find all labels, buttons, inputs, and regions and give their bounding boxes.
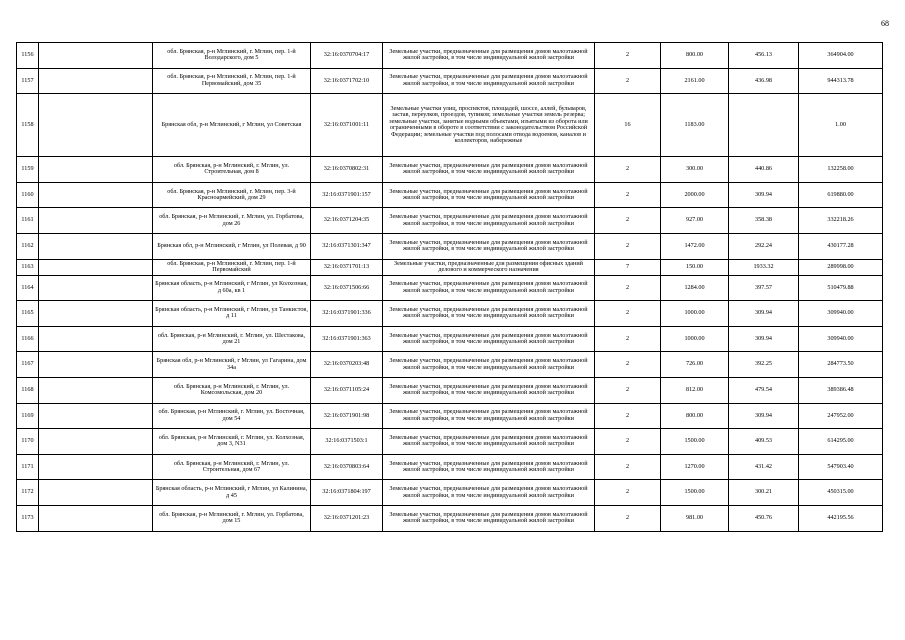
row-number-cell: 1173	[17, 505, 39, 531]
group-code-cell: 2	[595, 43, 661, 69]
area-cell: 150.00	[661, 259, 729, 275]
land-use-cell: Земельные участки, предназначенные для размещения домов малоэтажной жилой застройки, в том числе индивидуальной жилой застройки	[383, 505, 595, 531]
group-code-cell: 2	[595, 208, 661, 234]
table-row	[17, 43, 883, 69]
blank-spacer-cell	[39, 454, 153, 480]
address-cell: обл. Брянская, р-н Мглинский, г. Мглин, ул. Шестакова, дом 21	[153, 326, 311, 352]
cadastral-value-cell: 614295.00	[799, 429, 883, 455]
cadastral-value-cell: 510479.88	[799, 275, 883, 301]
group-code-cell: 2	[595, 326, 661, 352]
area-cell: 2161.00	[661, 68, 729, 94]
blank-spacer-cell	[39, 94, 153, 157]
address-cell: обл. Брянская, р-н Мглинский, г. Мглин, пер. 1-й Первомайский	[153, 259, 311, 275]
table-row	[17, 403, 883, 429]
cadastral-value-cell: 309940.00	[799, 326, 883, 352]
table-row	[17, 454, 883, 480]
address-cell: обл. Брянская, р-н Мглинский, г. Мглин, пер. 1-й Володарского, дом 5	[153, 43, 311, 69]
blank-spacer-cell	[39, 208, 153, 234]
land-use-cell: Земельные участки, предназначенные для размещения домов малоэтажной жилой застройки, в том числе индивидуальной жилой застройки	[383, 43, 595, 69]
area-cell: 927.00	[661, 208, 729, 234]
cadastral-number-cell: 32:16:0371901:336	[311, 301, 383, 327]
blank-spacer-cell	[39, 377, 153, 403]
address-cell: Брянская область, р-н Мглинский, г Мглин, ул Колхозная, д 60а, кв 1	[153, 275, 311, 301]
land-use-cell: Земельные участки, предназначенные для размещения домов малоэтажной жилой застройки, в том числе индивидуальной жилой застройки	[383, 454, 595, 480]
table-row	[17, 233, 883, 259]
specific-value-cell: 440.86	[729, 157, 799, 183]
land-use-cell: Земельные участки, предназначенные для размещения домов малоэтажной жилой застройки, в том числе индивидуальной жилой застройки	[383, 326, 595, 352]
table-row	[17, 377, 883, 403]
land-use-cell: Земельные участки, предназначенные для размещения домов малоэтажной жилой застройки, в том числе индивидуальной жилой застройки	[383, 68, 595, 94]
group-code-cell: 2	[595, 275, 661, 301]
row-number-cell: 1165	[17, 301, 39, 327]
land-use-cell: Земельные участки, предназначенные для размещения домов малоэтажной жилой застройки, в том числе индивидуальной жилой застройки	[383, 352, 595, 378]
cadastral-value-cell: 289998.00	[799, 259, 883, 275]
area-cell: 1183.00	[661, 94, 729, 157]
table-row	[17, 157, 883, 183]
group-code-cell: 2	[595, 454, 661, 480]
address-cell: обл. Брянская, р-н Мглинский, г. Мглин, ул. Горбатова, дом 15	[153, 505, 311, 531]
group-code-cell: 2	[595, 429, 661, 455]
group-code-cell: 16	[595, 94, 661, 157]
row-number-cell: 1166	[17, 326, 39, 352]
address-cell: обл. Брянская, р-н Мглинский, г. Мглин, ул. Горбатова, дом 26	[153, 208, 311, 234]
land-use-cell: Земельные участки, предназначенные для размещения домов малоэтажной жилой застройки, в том числе индивидуальной жилой застройки	[383, 403, 595, 429]
cadastral-number-cell: 32:16:0371701:13	[311, 259, 383, 275]
specific-value-cell: 292.24	[729, 233, 799, 259]
blank-spacer-cell	[39, 326, 153, 352]
registry-body	[17, 43, 883, 532]
table-row	[17, 352, 883, 378]
land-use-cell: Земельные участки, предназначенные для размещения домов малоэтажной жилой застройки, в том числе индивидуальной жилой застройки	[383, 301, 595, 327]
address-cell: обл. Брянская, р-н Мглинский, г. Мглин, пер. 3-й Красноармейский, дом 29	[153, 182, 311, 208]
cadastral-number-cell: 32:16:0370203:48	[311, 352, 383, 378]
cadastral-value-cell: 430177.28	[799, 233, 883, 259]
land-use-cell: Земельные участки, предназначенные для размещения домов малоэтажной жилой застройки, в том числе индивидуальной жилой застройки	[383, 182, 595, 208]
specific-value-cell: 450.76	[729, 505, 799, 531]
row-number-cell: 1168	[17, 377, 39, 403]
blank-spacer-cell	[39, 182, 153, 208]
address-cell: обл. Брянская, р-н Мглинский, г. Мглин, ул. Колхозная, дом 3, N31	[153, 429, 311, 455]
cadastral-number-cell: 32:16:0371503:1	[311, 429, 383, 455]
table-row	[17, 259, 883, 275]
specific-value-cell: 479.54	[729, 377, 799, 403]
group-code-cell: 2	[595, 301, 661, 327]
specific-value-cell: 309.94	[729, 301, 799, 327]
area-cell: 981.00	[661, 505, 729, 531]
cadastral-number-cell: 32:16:0371901:98	[311, 403, 383, 429]
land-use-cell: Земельные участки, предназначенные для размещения домов малоэтажной жилой застройки, в том числе индивидуальной жилой застройки	[383, 233, 595, 259]
area-cell: 1000.00	[661, 326, 729, 352]
table-row	[17, 301, 883, 327]
land-use-cell: Земельные участки, предназначенные для размещения офисных зданий делового и коммерческого назначения	[383, 259, 595, 275]
cadastral-value-cell: 547903.40	[799, 454, 883, 480]
registry-sheet	[16, 42, 882, 532]
specific-value-cell: 300.21	[729, 480, 799, 506]
cadastral-number-cell: 32:16:0371506:66	[311, 275, 383, 301]
land-use-cell: Земельные участки, предназначенные для размещения домов малоэтажной жилой застройки, в том числе индивидуальной жилой застройки	[383, 275, 595, 301]
cadastral-number-cell: 32:16:0370803:64	[311, 454, 383, 480]
address-cell: Брянская обл, р-н Мглинский, г Мглин, ул Гагарина, дом 34а	[153, 352, 311, 378]
blank-spacer-cell	[39, 233, 153, 259]
specific-value-cell: 309.94	[729, 326, 799, 352]
group-code-cell: 2	[595, 403, 661, 429]
address-cell: Брянская область, р-н Мглинский, г Мглин, ул Танкистов, д 11	[153, 301, 311, 327]
cadastral-number-cell: 32:16:0371105:24	[311, 377, 383, 403]
table-row	[17, 94, 883, 157]
table-row	[17, 275, 883, 301]
row-number-cell: 1156	[17, 43, 39, 69]
address-cell: обл. Брянская, р-н Мглинский, г. Мглин, пер. 1-й Первомайский, дом 35	[153, 68, 311, 94]
page-number: 68	[881, 19, 889, 28]
cadastral-value-cell: 619880.00	[799, 182, 883, 208]
cadastral-number-cell: 32:16:0370704:17	[311, 43, 383, 69]
area-cell: 1500.00	[661, 480, 729, 506]
blank-spacer-cell	[39, 352, 153, 378]
specific-value-cell: 431.42	[729, 454, 799, 480]
land-use-cell: Земельные участки, предназначенные для размещения домов малоэтажной жилой застройки, в том числе индивидуальной жилой застройки	[383, 377, 595, 403]
row-number-cell: 1162	[17, 233, 39, 259]
blank-spacer-cell	[39, 275, 153, 301]
blank-spacer-cell	[39, 480, 153, 506]
cadastral-value-cell: 132258.00	[799, 157, 883, 183]
row-number-cell: 1157	[17, 68, 39, 94]
blank-spacer-cell	[39, 68, 153, 94]
address-cell: обл. Брянская, р-н Мглинский, г. Мглин, ул. Комсомольская, дом 20	[153, 377, 311, 403]
group-code-cell: 2	[595, 505, 661, 531]
cadastral-number-cell: 32:16:0371804:197	[311, 480, 383, 506]
cadastral-value-cell: 332218.26	[799, 208, 883, 234]
row-number-cell: 1161	[17, 208, 39, 234]
specific-value-cell: 358.38	[729, 208, 799, 234]
cadastral-value-cell: 364904.00	[799, 43, 883, 69]
cadastral-number-cell: 32:16:0371204:35	[311, 208, 383, 234]
address-cell: обл. Брянская, р-н Мглинский, г. Мглин, ул. Восточная, дом 54	[153, 403, 311, 429]
blank-spacer-cell	[39, 157, 153, 183]
area-cell: 1500.00	[661, 429, 729, 455]
cadastral-value-cell: 284773.50	[799, 352, 883, 378]
table-row	[17, 326, 883, 352]
area-cell: 2000.00	[661, 182, 729, 208]
specific-value-cell: 1933.32	[729, 259, 799, 275]
specific-value-cell: 309.94	[729, 182, 799, 208]
land-use-cell: Земельные участки, предназначенные для размещения домов малоэтажной жилой застройки, в том числе индивидуальной жилой застройки	[383, 480, 595, 506]
specific-value-cell: 309.94	[729, 403, 799, 429]
address-cell: Брянская обл, р-н Мглинский, г Мглин, ул Советская	[153, 94, 311, 157]
specific-value-cell: 409.53	[729, 429, 799, 455]
cadastral-value-cell: 442195.56	[799, 505, 883, 531]
area-cell: 300.00	[661, 157, 729, 183]
specific-value-cell: 397.57	[729, 275, 799, 301]
land-use-cell: Земельные участки, предназначенные для размещения домов малоэтажной жилой застройки, в том числе индивидуальной жилой застройки	[383, 157, 595, 183]
area-cell: 1472.00	[661, 233, 729, 259]
address-cell: обл. Брянская, р-н Мглинский, г. Мглин, ул. Строительная, дом 67	[153, 454, 311, 480]
land-use-cell: Земельные участки, предназначенные для размещения домов малоэтажной жилой застройки, в том числе индивидуальной жилой застройки	[383, 429, 595, 455]
cadastral-number-cell: 32:16:0371702:10	[311, 68, 383, 94]
row-number-cell: 1171	[17, 454, 39, 480]
blank-spacer-cell	[39, 403, 153, 429]
table-row	[17, 182, 883, 208]
specific-value-cell: 392.25	[729, 352, 799, 378]
table-row	[17, 480, 883, 506]
group-code-cell: 2	[595, 377, 661, 403]
address-cell: Брянская обл, р-н Мглинский, г Мглин, ул Полевая, д 90	[153, 233, 311, 259]
table-row	[17, 505, 883, 531]
land-registry-table	[16, 42, 883, 532]
area-cell: 800.00	[661, 43, 729, 69]
group-code-cell: 2	[595, 233, 661, 259]
blank-spacer-cell	[39, 43, 153, 69]
cadastral-value-cell: 247952.00	[799, 403, 883, 429]
row-number-cell: 1167	[17, 352, 39, 378]
table-row	[17, 208, 883, 234]
table-row	[17, 68, 883, 94]
address-cell: Брянская область, р-н Мглинский, г Мглин, ул Калинина, д 45	[153, 480, 311, 506]
land-use-cell: Земельные участки улиц, проспектов, площадей, шоссе, аллей, бульваров, застав, переулков, проездов, тупиков; земельные участки земель резерва; земельные участки, занятые водными объектами, изъятыми из оборота или ограниченными в обороте в соответствии с законодательством Российской Федерации; земельные участки под полосами отвода водоемов, каналов и коллекторов, набережные	[383, 94, 595, 157]
cadastral-value-cell: 389386.48	[799, 377, 883, 403]
cadastral-value-cell: 309940.00	[799, 301, 883, 327]
area-cell: 1284.00	[661, 275, 729, 301]
specific-value-cell: 456.13	[729, 43, 799, 69]
cadastral-number-cell: 32:16:0371901:157	[311, 182, 383, 208]
row-number-cell: 1170	[17, 429, 39, 455]
blank-spacer-cell	[39, 429, 153, 455]
area-cell: 1000.00	[661, 301, 729, 327]
cadastral-value-cell: 450315.00	[799, 480, 883, 506]
cadastral-number-cell: 32:16:0371301:347	[311, 233, 383, 259]
area-cell: 812.00	[661, 377, 729, 403]
group-code-cell: 7	[595, 259, 661, 275]
area-cell: 1270.00	[661, 454, 729, 480]
area-cell: 800.00	[661, 403, 729, 429]
row-number-cell: 1172	[17, 480, 39, 506]
group-code-cell: 2	[595, 352, 661, 378]
specific-value-cell: 436.98	[729, 68, 799, 94]
area-cell: 726.00	[661, 352, 729, 378]
cadastral-number-cell: 32:16:0371901:363	[311, 326, 383, 352]
row-number-cell: 1169	[17, 403, 39, 429]
group-code-cell: 2	[595, 157, 661, 183]
cadastral-value-cell: 944313.78	[799, 68, 883, 94]
group-code-cell: 2	[595, 480, 661, 506]
row-number-cell: 1160	[17, 182, 39, 208]
row-number-cell: 1158	[17, 94, 39, 157]
land-use-cell: Земельные участки, предназначенные для размещения домов малоэтажной жилой застройки, в том числе индивидуальной жилой застройки	[383, 208, 595, 234]
cadastral-number-cell: 32:16:0371001:11	[311, 94, 383, 157]
group-code-cell: 2	[595, 68, 661, 94]
cadastral-value-cell: 1.00	[799, 94, 883, 157]
row-number-cell: 1164	[17, 275, 39, 301]
cadastral-number-cell: 32:16:0370802:31	[311, 157, 383, 183]
row-number-cell: 1159	[17, 157, 39, 183]
address-cell: обл. Брянская, р-н Мглинский, г. Мглин, ул. Строительная, дом 8	[153, 157, 311, 183]
table-row	[17, 429, 883, 455]
group-code-cell: 2	[595, 182, 661, 208]
specific-value-cell	[729, 94, 799, 157]
blank-spacer-cell	[39, 301, 153, 327]
row-number-cell: 1163	[17, 259, 39, 275]
blank-spacer-cell	[39, 505, 153, 531]
blank-spacer-cell	[39, 259, 153, 275]
cadastral-number-cell: 32:16:0371201:23	[311, 505, 383, 531]
